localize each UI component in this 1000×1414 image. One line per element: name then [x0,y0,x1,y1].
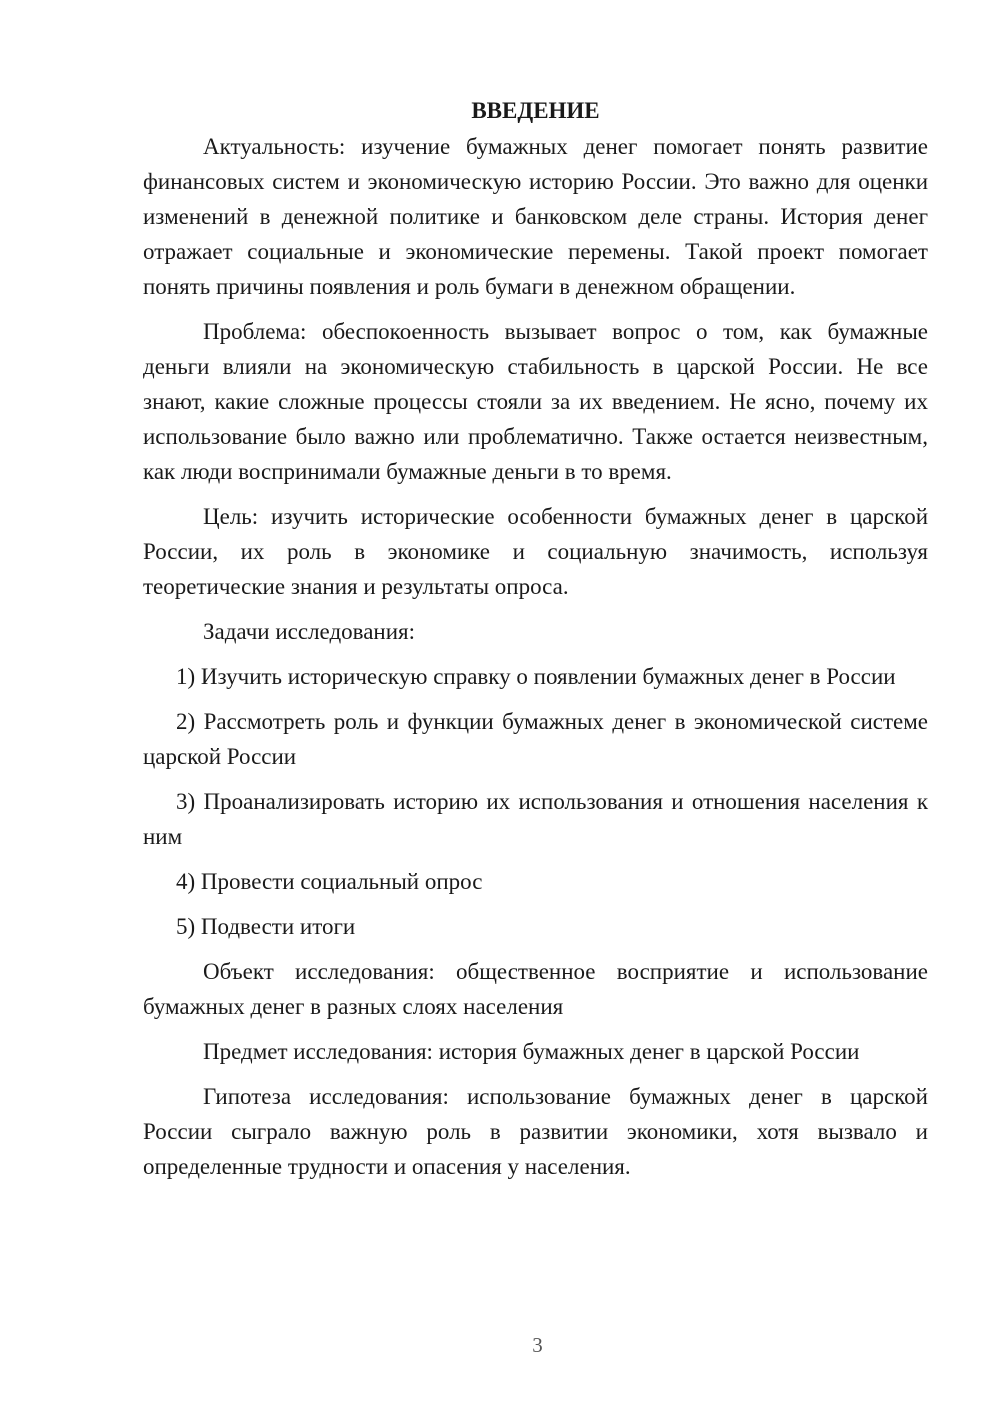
object-paragraph: Объект исследования: общественное восприятие и использование бумажных денег в разных слоях населения [143,959,928,1019]
list-item: 2) Рассмотреть роль и функции бумажных денег в экономической системе царской России [143,709,928,769]
page-content [143,93,928,1194]
hypothesis-paragraph: Гипотеза исследования: использование бумажных денег в царской России сыграло важную роль в развитии экономики, хотя вызвало и определенные трудности и опасения у населения. [143,1084,928,1179]
goal-paragraph: Цель: изучить исторические особенности бумажных денег в царской России, их роль в экономике и социальную значимость, используя теоретические знания и результаты опроса. [143,504,928,599]
page-number: 3 [532,1333,543,1357]
relevance-paragraph: Актуальность: изучение бумажных денег помогает понять развитие финансовых систем и экономическую историю России. Это важно для оценки изменений в денежной политике и банковском деле страны. История денег отражает социальные и экономические перемены. Такой проект помогает понять причины появления и роль бумаги в денежном обращении. [143,134,928,299]
list-item: 4) Провести социальный опрос [176,869,483,894]
subject-paragraph: Предмет исследования: история бумажных денег в царской России [203,1039,860,1064]
tasks-list [143,659,928,944]
tasks-heading: Задачи исследования: [203,619,416,644]
list-item: 3) Проанализировать историю их использования и отношения населения к ним [143,789,928,849]
problem-paragraph: Проблема: обеспокоенность вызывает вопрос о том, как бумажные деньги влияли на экономическую стабильность в царской России. Не все знают, какие сложные процессы стояли за их введением. Не ясно, почему их использование было важно или проблематично. Также остается неизвестным, как люди воспринимали бумажные деньги в то время. [143,319,928,484]
list-item: 5) Подвести итоги [176,914,356,939]
list-item: 1) Изучить историческую справку о появлении бумажных денег в России [176,664,896,689]
page-title: ВВЕДЕНИЕ [471,98,600,123]
